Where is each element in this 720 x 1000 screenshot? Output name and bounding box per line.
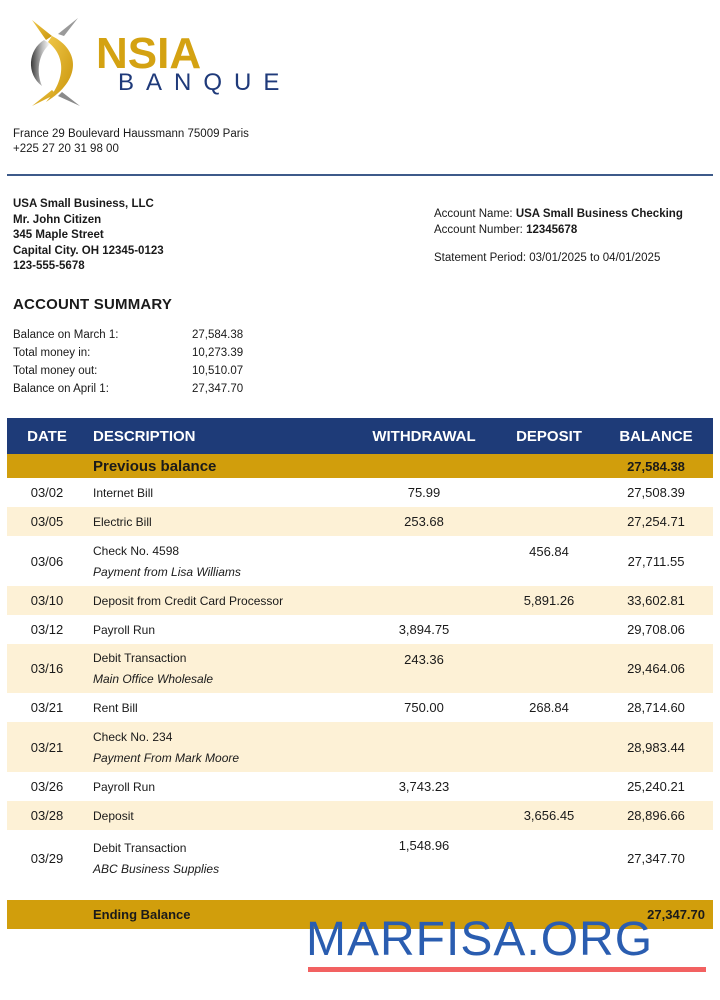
row-withdrawal: 3,894.75 — [398, 622, 450, 637]
row-description-cell — [87, 841, 349, 876]
row-description: Payroll Run — [93, 622, 156, 637]
header-divider — [7, 174, 713, 176]
row-balance: 28,983.44 — [627, 739, 685, 755]
header-deposit: DEPOSIT — [516, 427, 582, 445]
row-description: Debit Transaction — [93, 651, 187, 665]
summary-row — [13, 326, 262, 344]
row-balance: 28,896.66 — [627, 808, 685, 823]
summary-value: 10,510.07 — [192, 365, 244, 377]
account-number-value: 12345678 — [526, 223, 578, 236]
row-description: Rent Bill — [93, 700, 138, 715]
customer-address-block — [13, 197, 164, 275]
customer-name: Mr. John Citizen — [13, 213, 102, 226]
row-balance: 27,347.70 — [627, 850, 685, 866]
row-description: Payroll Run — [93, 779, 156, 794]
row-date: 03/21 — [30, 700, 64, 715]
row-date: 03/21 — [30, 739, 64, 755]
header-description: DESCRIPTION — [93, 427, 196, 445]
customer-phone: 123-555-5678 — [13, 260, 85, 273]
summary-label: Total money in: — [13, 347, 91, 359]
customer-company: USA Small Business, LLC — [13, 198, 154, 210]
row-balance: 33,602.81 — [627, 593, 685, 608]
bank-contact — [13, 127, 249, 157]
row-deposit: 3,656.45 — [523, 808, 575, 823]
ending-balance-label: Ending Balance — [93, 907, 191, 922]
row-description-cell — [87, 651, 349, 686]
header-balance: BALANCE — [619, 427, 693, 445]
row-balance: 27,711.55 — [627, 553, 685, 569]
account-summary — [13, 326, 262, 398]
ending-balance-value: 27,347.70 — [647, 907, 705, 922]
row-description-cell — [87, 730, 349, 765]
customer-street: 345 Maple Street — [13, 229, 104, 242]
row-description-cell — [87, 544, 349, 579]
table-row — [7, 615, 713, 644]
customer-city: Capital City. OH 12345-0123 — [13, 244, 164, 257]
previous-balance-row — [7, 454, 713, 478]
account-name-value: USA Small Business Checking — [515, 208, 683, 220]
watermark-underline — [308, 967, 706, 972]
summary-label: Balance on April 1: — [13, 383, 109, 395]
table-row — [7, 830, 713, 886]
row-withdrawal: 253.68 — [404, 514, 444, 529]
table-row — [7, 693, 713, 722]
row-date: 03/10 — [30, 593, 64, 608]
account-summary-title: ACCOUNT SUMMARY — [13, 296, 173, 313]
row-balance: 27,508.39 — [627, 485, 685, 500]
row-sub-description: Payment from Lisa Williams — [93, 564, 241, 579]
row-date: 03/12 — [30, 622, 64, 637]
bank-address: France 29 Boulevard Haussmann 75009 Paris — [13, 128, 249, 140]
row-balance: 25,240.21 — [627, 779, 685, 794]
account-name-line — [434, 207, 683, 223]
summary-row — [13, 362, 262, 380]
account-number-line — [434, 223, 683, 239]
row-sub-description: Payment From Mark Moore — [93, 750, 240, 765]
row-balance: 29,464.06 — [627, 661, 685, 676]
row-description: Deposit — [93, 808, 134, 823]
table-row — [7, 536, 713, 586]
header-withdrawal: WITHDRAWAL — [372, 427, 476, 445]
previous-balance-label: Previous balance — [93, 457, 217, 475]
table-row — [7, 801, 713, 830]
statement-period: Statement Period: 03/01/2025 to 04/01/2025 — [434, 252, 661, 265]
summary-label: Balance on March 1: — [13, 329, 119, 341]
table-row — [7, 507, 713, 536]
summary-label: Total money out: — [13, 365, 98, 377]
row-date: 03/26 — [30, 779, 64, 794]
row-balance: 27,254.71 — [627, 514, 685, 529]
row-deposit: 5,891.26 — [523, 593, 575, 608]
summary-row — [13, 380, 262, 398]
bank-phone: +225 27 20 31 98 00 — [13, 143, 119, 155]
row-date: 03/16 — [30, 661, 64, 676]
row-date: 03/05 — [30, 514, 64, 529]
row-withdrawal: 750.00 — [404, 700, 444, 715]
row-date: 03/06 — [30, 553, 64, 569]
row-withdrawal: 1,548.96 — [398, 838, 450, 853]
header-date: DATE — [27, 427, 67, 445]
row-description: Debit Transaction — [93, 840, 187, 855]
table-row — [7, 772, 713, 801]
logo-wordmark-top: NSIA — [96, 29, 202, 78]
bank-logo — [22, 14, 292, 110]
row-description: Check No. 234 — [93, 729, 173, 744]
summary-value: 27,584.38 — [192, 329, 244, 341]
account-number-label: Account Number: — [434, 223, 523, 236]
table-row — [7, 586, 713, 615]
row-withdrawal: 3,743.23 — [398, 779, 450, 794]
row-withdrawal: 75.99 — [407, 485, 441, 500]
summary-row — [13, 344, 262, 362]
summary-value: 10,273.39 — [192, 347, 244, 359]
summary-value: 27,347.70 — [192, 383, 244, 395]
row-balance: 29,708.06 — [627, 622, 685, 637]
row-date: 03/29 — [30, 850, 64, 866]
transactions-table — [7, 418, 713, 929]
row-description: Internet Bill — [93, 485, 154, 500]
row-description: Deposit from Credit Card Processor — [93, 593, 284, 608]
row-balance: 28,714.60 — [627, 700, 685, 715]
row-description: Check No. 4598 — [93, 543, 180, 558]
row-deposit: 268.84 — [529, 700, 569, 715]
row-sub-description: ABC Business Supplies — [93, 861, 220, 876]
table-row — [7, 478, 713, 507]
table-row — [7, 644, 713, 693]
row-date: 03/02 — [30, 485, 64, 500]
account-info — [434, 207, 683, 267]
row-withdrawal: 243.36 — [404, 652, 444, 667]
watermark-text: MARFISA.ORG — [306, 913, 654, 966]
logo-wordmark-bottom: BANQUE — [118, 69, 292, 96]
previous-balance-value: 27,584.38 — [627, 458, 685, 474]
row-date: 03/28 — [30, 808, 64, 823]
row-description: Electric Bill — [93, 514, 152, 529]
logo-swirl-icon — [22, 14, 92, 110]
table-row — [7, 722, 713, 772]
row-deposit: 456.84 — [529, 544, 569, 559]
row-sub-description: Main Office Wholesale — [93, 672, 214, 686]
table-header — [7, 418, 713, 454]
account-name-label: Account Name: — [434, 208, 513, 220]
